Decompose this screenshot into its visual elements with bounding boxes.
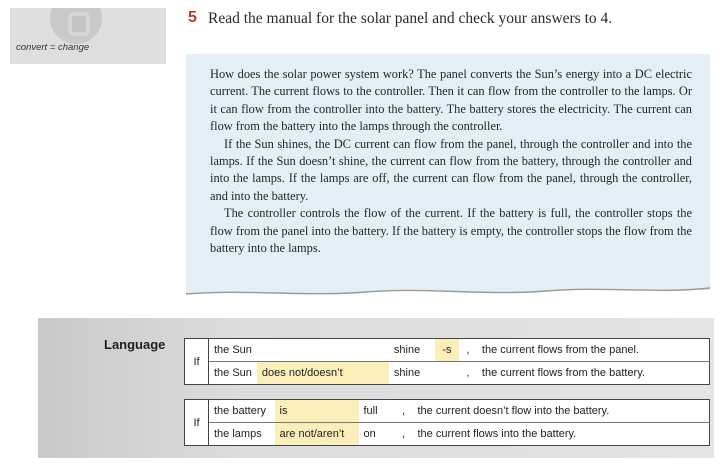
grammar-table-battery: [184, 399, 710, 446]
language-label: Language: [104, 337, 166, 352]
verb-cell: shine: [393, 344, 421, 356]
subject-cell: the lamps: [209, 423, 275, 446]
result-cell: the current flows into the battery.: [413, 423, 710, 446]
if-cell: If: [185, 339, 209, 385]
vocabulary-note-box: [10, 8, 166, 64]
decorative-graphic: [50, 8, 102, 44]
table-row: [185, 339, 710, 362]
ending-cell: -s: [435, 339, 459, 362]
subject-cell: the Sun: [209, 362, 257, 385]
result-cell: the current flows from the battery.: [477, 362, 710, 385]
verb-cell: shine: [389, 362, 459, 385]
state-cell: on: [359, 423, 395, 446]
exercise-number: 5: [188, 9, 197, 26]
manual-paragraph: The controller controls the flow of the current. If the battery is full, the controller stops the flow from the panel into the battery. If the battery is empty, the controller stops the flow from the battery into the lamps.: [210, 206, 692, 256]
result-cell: the current flows from the panel.: [481, 344, 640, 356]
manual-text: [210, 66, 692, 257]
state-cell: full: [363, 405, 378, 417]
table-row: [185, 423, 710, 446]
comma-cell: ,: [459, 362, 477, 385]
comma-cell: ,: [401, 405, 406, 417]
verb-cell: are not/aren’t: [275, 423, 359, 446]
manual-paragraph: If the Sun shines, the DC current can flow from the panel, through the controller and into the lamps. If the Sun doesn’t shine, the current can flow from the battery, through the controller and into the lamps. If the lamps are off, the current can flow from the panel, through the controller, and into the battery.: [210, 136, 692, 203]
result-cell: the current doesn’t flow into the battery.: [417, 405, 610, 417]
grammar-table-sun: [184, 338, 710, 385]
if-cell: If: [185, 400, 209, 446]
exercise-instruction: Read the manual for the solar panel and check your answers to 4.: [208, 10, 613, 27]
vocabulary-note: convert = change: [16, 42, 90, 53]
table-row: [185, 362, 710, 385]
manual-torn-edge: [186, 280, 710, 304]
subject-cell: the Sun: [214, 344, 252, 356]
comma-cell: ,: [466, 344, 470, 356]
table-row: [185, 400, 710, 423]
comma-cell: ,: [395, 423, 413, 446]
aux-cell: does not/doesn’t: [257, 362, 389, 385]
subject-cell: the battery: [214, 405, 266, 417]
verb-cell: is: [275, 400, 359, 423]
manual-paragraph: How does the solar power system work? The panel converts the Sun’s energy into a DC electric current. The current flows to the controller. Then it can flow from the controller to the lamps. Or it can flow from the controller into the battery. The battery stores the electricity. The current can flow from the battery into the lamps through the controller.: [210, 67, 692, 134]
